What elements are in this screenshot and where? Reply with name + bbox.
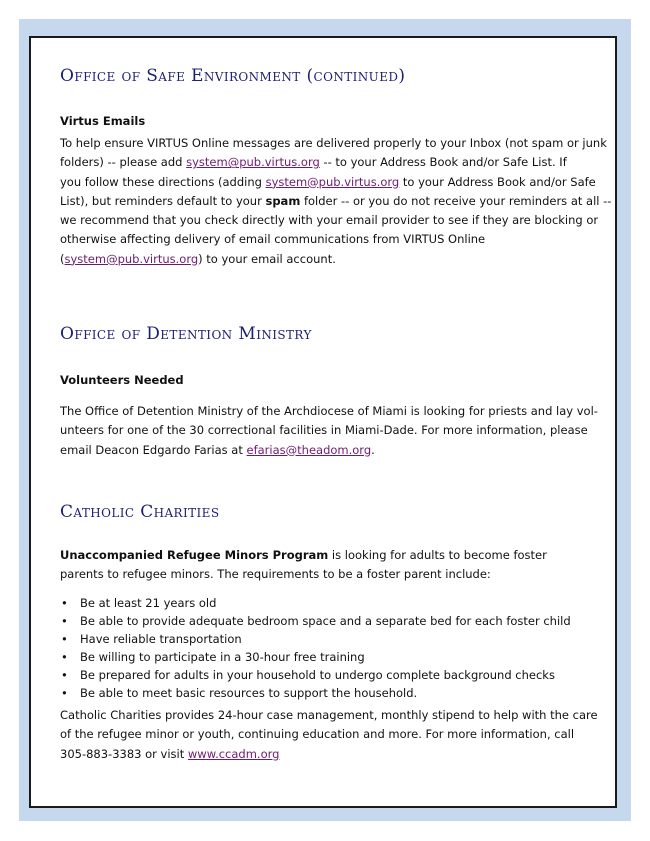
bullet-icon: •: [61, 650, 68, 664]
text-line: Unaccompanied Refugee Minors Program is looking for adults to become foster: [60, 548, 547, 562]
text-line: unteers for one of the 30 correctional facilities in Miami-Dade. For more information, please: [60, 423, 588, 438]
bullet-icon: •: [61, 614, 68, 628]
text-line: The Office of Detention Ministry of the Archdiocese of Miami is looking for priests and lay vol-: [60, 404, 598, 418]
foster-requirements-list: [60, 594, 600, 702]
newsletter-page: [29, 36, 617, 808]
charities-closing-paragraph: [60, 706, 600, 764]
bullet-icon: •: [61, 632, 68, 646]
text-line: email Deacon Edgardo Farias at efarias@theadom.org.: [60, 442, 375, 457]
website-link-ccadm[interactable]: www.ccadm.org: [187, 746, 280, 761]
email-link-virtus[interactable]: system@pub.virtus.org: [64, 251, 199, 266]
text-line: otherwise affecting delivery of email communications from VIRTUS Online: [60, 232, 486, 247]
text-line: of the refugee minor or youth, continuing education and more. For more information, call: [60, 727, 575, 742]
text-line: we recommend that you check directly with your email provider to see if they are blocking or: [60, 213, 599, 228]
charities-intro-paragraph: [60, 546, 600, 585]
text-line: To help ensure VIRTUS Online messages are delivered properly to your Inbox (not spam or junk: [60, 136, 607, 150]
text-line: List), but reminders default to your spam folder -- or you do not receive your reminders at all --: [60, 193, 612, 208]
subtitle-virtus-emails: Virtus Emails: [60, 114, 146, 128]
bullet-icon: •: [61, 596, 68, 610]
section-title-detention-ministry: Office of Detention Ministry: [60, 324, 312, 344]
list-item: • Be at least 21 years old: [61, 596, 217, 610]
virtus-emails-paragraph: [60, 134, 612, 269]
section-title-safe-environment: Office of Safe Environment (continued): [60, 66, 406, 86]
section-title-catholic-charities: Catholic Charities: [60, 502, 220, 522]
bullet-icon: •: [61, 668, 68, 682]
text-line: parents to refugee minors. The requirements to be a foster parent include:: [60, 567, 491, 582]
list-item: • Be prepared for adults in your household to undergo complete background checks: [61, 668, 555, 682]
subtitle-volunteers-needed: Volunteers Needed: [60, 373, 184, 387]
list-item: • Have reliable transportation: [61, 632, 242, 646]
list-item: • Be able to meet basic resources to support the household.: [61, 686, 418, 700]
email-link-virtus[interactable]: system@pub.virtus.org: [265, 174, 400, 189]
text-line: (system@pub.virtus.org) to your email account.: [60, 251, 336, 266]
list-item: • Be willing to participate in a 30-hour free training: [61, 650, 365, 664]
list-item: • Be able to provide adequate bedroom space and a separate bed for each foster child: [61, 614, 571, 628]
email-link-farias[interactable]: efarias@theadom.org: [246, 442, 372, 457]
text-line: you follow these directions (adding system@pub.virtus.org to your Address Book and/or Safe: [60, 174, 596, 189]
bullet-icon: •: [61, 686, 68, 700]
text-line: folders) -- please add system@pub.virtus.org -- to your Address Book and/or Safe List. If: [60, 155, 567, 170]
text-line: 305-883-3383 or visit www.ccadm.org: [60, 746, 280, 761]
detention-paragraph: [60, 402, 600, 460]
text-line: Catholic Charities provides 24-hour case management, monthly stipend to help with the care: [60, 708, 598, 722]
email-link-virtus[interactable]: system@pub.virtus.org: [186, 155, 320, 170]
